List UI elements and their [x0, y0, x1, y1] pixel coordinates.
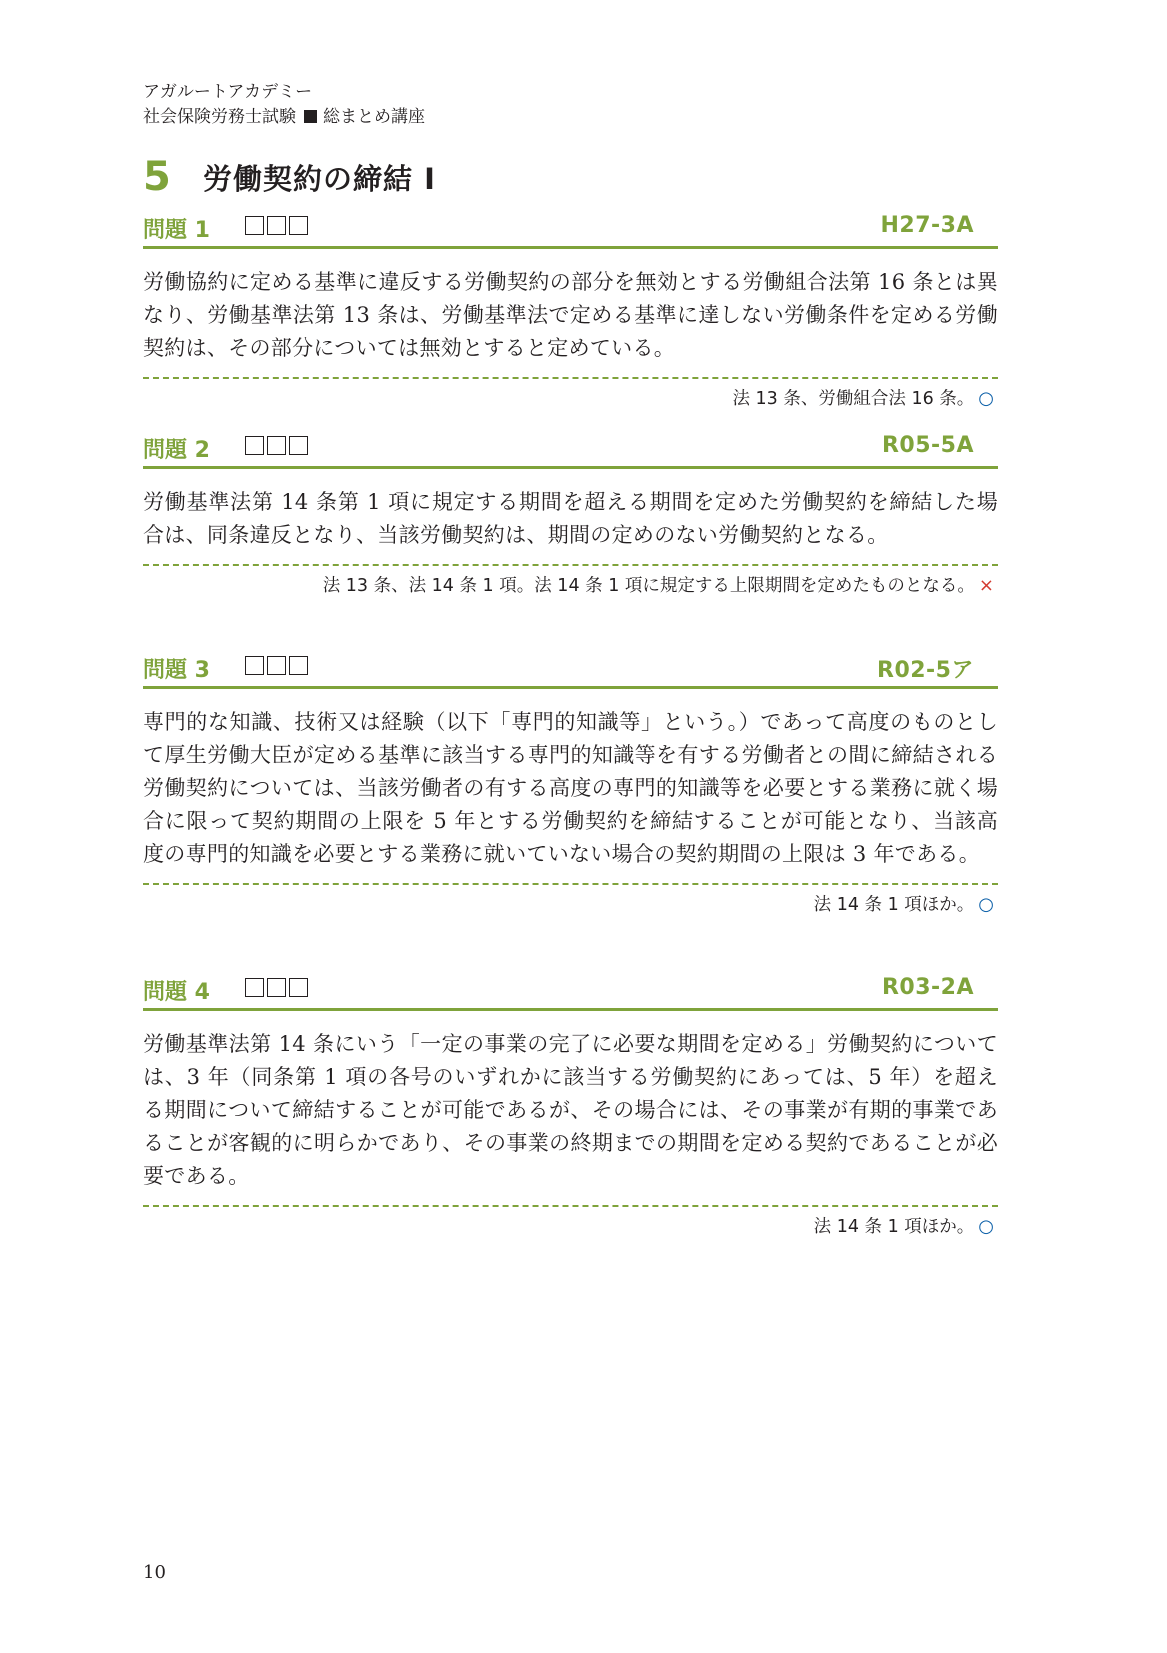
correct-icon: ○	[978, 388, 994, 409]
answer-reference: 法 14 条 1 項ほか。	[813, 1217, 975, 1237]
check-box[interactable]	[267, 656, 286, 675]
question-label: 問題 3	[143, 658, 210, 683]
check-boxes	[245, 432, 308, 455]
check-boxes	[245, 974, 308, 997]
question-text: 専門的な知識、技術又は経験（以下「専門的知識等」という。）であって高度のものとして厚生労働大臣が定める基準に該当する専門的知識等を有する労働者との間に締結される労働契約については、当該労働者の有する高度の専門的知識等を必要とする業務に就く場合に限って契約期間の上限を 5 年とする労働契約を締結することが可能となり、当該高度の専門的知識を必要とする業務に就いていない場合の契約期間の上限は 3 年である。	[143, 710, 998, 866]
question-text: 労働協約に定める基準に違反する労働契約の部分を無効とする労働組合法第 16 条とは異なり、労働基準法第 13 条は、労働基準法で定める基準に達しない労働条件を定める労働契約は、その部分については無効とすると定めている。	[143, 270, 998, 360]
answer-line	[143, 387, 998, 411]
dashed-divider	[143, 883, 998, 885]
question-label: 問題 1	[143, 218, 210, 243]
check-box[interactable]	[267, 436, 286, 455]
question-header	[143, 972, 998, 1011]
question-label: 問題 4	[143, 980, 210, 1005]
check-box[interactable]	[289, 216, 308, 235]
correct-icon: ○	[978, 1216, 994, 1237]
check-box[interactable]	[245, 656, 264, 675]
incorrect-icon: ×	[978, 575, 994, 596]
check-box[interactable]	[289, 978, 308, 997]
course-title: 総まとめ講座	[323, 107, 425, 127]
exam-code: R03-2A	[881, 975, 974, 1000]
question-header	[143, 650, 998, 689]
check-box[interactable]	[267, 978, 286, 997]
question-block-1	[143, 210, 998, 411]
exam-code: H27-3A	[880, 213, 974, 238]
publisher-name: アガルートアカデミー	[143, 82, 313, 102]
dashed-divider	[143, 377, 998, 379]
answer-reference: 法 14 条 1 項ほか。	[813, 895, 975, 915]
correct-icon: ○	[978, 894, 994, 915]
check-boxes	[245, 212, 308, 235]
check-box[interactable]	[245, 436, 264, 455]
check-box[interactable]	[289, 436, 308, 455]
check-box[interactable]	[289, 656, 308, 675]
chapter-heading	[143, 152, 436, 202]
exam-code: R02-5ア	[877, 658, 974, 683]
dashed-divider	[143, 1205, 998, 1207]
question-block-2	[143, 430, 998, 598]
check-box[interactable]	[245, 978, 264, 997]
chapter-title: 労働契約の締結 I	[203, 161, 436, 196]
page-number: 10	[143, 1562, 166, 1583]
exam-name: 社会保険労務士試験	[143, 107, 296, 127]
answer-reference: 法 13 条、法 14 条 1 項。法 14 条 1 項に規定する上限期間を定めたものとなる。	[322, 576, 975, 596]
answer-reference: 法 13 条、労働組合法 16 条。	[732, 389, 975, 409]
exam-code: R05-5A	[881, 433, 974, 458]
check-box[interactable]	[267, 216, 286, 235]
dashed-divider	[143, 564, 998, 566]
question-text: 労働基準法第 14 条第 1 項に規定する期間を超える期間を定めた労働契約を締結した場合は、同条違反となり、当該労働契約は、期間の定めのない労働契約となる。	[143, 490, 998, 547]
question-block-4	[143, 972, 998, 1239]
question-text: 労働基準法第 14 条にいう「一定の事業の完了に必要な期間を定める」労働契約については、3 年（同条第 1 項の各号のいずれかに該当する労働契約にあっては、5 年）を超える期間について締結することが可能であるが、その場合には、その事業が有期的事業であることが客観的に明らかであり、その事業の終期までの期間を定める契約であることが必要である。	[143, 1032, 998, 1188]
question-block-3	[143, 650, 998, 917]
square-bullet-icon	[304, 110, 317, 123]
course-name	[143, 105, 425, 130]
running-header	[143, 80, 425, 130]
chapter-number: 5	[143, 154, 171, 200]
question-label: 問題 2	[143, 438, 210, 463]
question-header	[143, 430, 998, 469]
answer-line	[143, 1215, 998, 1239]
question-header	[143, 210, 998, 249]
answer-line	[143, 893, 998, 917]
check-boxes	[245, 652, 308, 675]
check-box[interactable]	[245, 216, 264, 235]
answer-line	[143, 574, 998, 598]
